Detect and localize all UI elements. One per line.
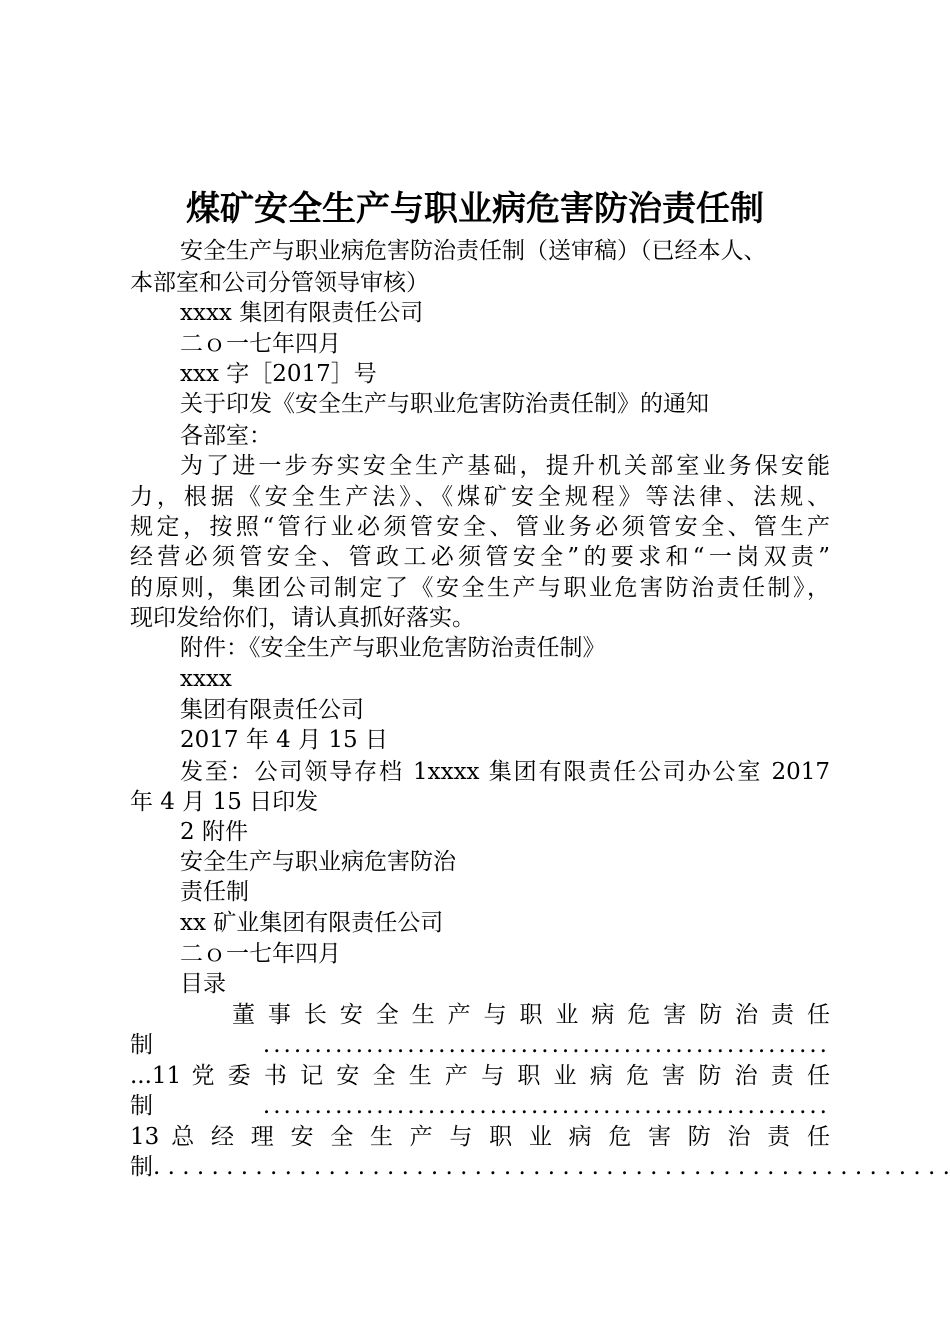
toc-entry: 董 事 长 安 全 生 产 与 职 业 病 危 害 防 治 责 任: [232, 1002, 830, 1028]
intro-line-1: 安全生产与职业病危害防治责任制（送审稿）（已经本人、: [180, 238, 767, 264]
body-line: 的原则，集团公司制定了《安全生产与职业危害防治责任制》，: [130, 575, 830, 601]
attachment-line: 附件：《安全生产与职业危害防治责任制》: [180, 635, 606, 661]
toc-entry: ...11 党 委 书 记 安 全 生 产 与 职 业 病 危 害 防 治 责 任: [130, 1063, 830, 1089]
toc-entry: 13 总 经 理 安 全 生 产 与 职 业 病 危 害 防 治 责 任: [130, 1124, 830, 1150]
company-name: xxxx 集团有限责任公司: [180, 300, 424, 326]
toc-leader: 制.......................................................: [130, 1093, 830, 1119]
toc-leader: 制.......................................................: [130, 1032, 830, 1058]
attachment-date: 二ｏ一七年四月: [180, 941, 341, 967]
signature-line: xxxx: [180, 666, 232, 692]
signature-date: 2017 年 4 月 15 日: [180, 727, 388, 753]
body-line: 为了进一步夯实安全生产基础，提升机关部室业务保安能: [180, 453, 830, 479]
salutation: 各部室：: [180, 423, 272, 449]
distribution-line: 年 4 月 15 日印发: [130, 789, 319, 815]
body-line: 力，根据《安全生产法》、《煤矿安全规程》等法律、法规、: [130, 484, 830, 510]
attachment-heading: 2 附件: [180, 819, 248, 845]
attachment-title: 责任制: [180, 879, 249, 905]
body-line: 规定，按照“管行业必须管安全、管业务必须管安全、管生产: [130, 514, 830, 540]
attachment-company: xx 矿业集团有限责任公司: [180, 910, 444, 936]
document-title: 煤矿安全生产与职业病危害防治责任制: [186, 189, 764, 229]
signature-company: 集团有限责任公司: [180, 697, 364, 723]
notice-title: 关于印发《安全生产与职业危害防治责任制》的通知: [180, 391, 709, 417]
document-number: xxx 字［2017］号: [180, 361, 377, 387]
distribution-line: 发至：公司领导存档 1xxxx 集团有限责任公司办公室 2017: [180, 759, 830, 785]
attachment-title: 安全生产与职业病危害防治: [180, 849, 456, 875]
toc-heading: 目录: [180, 971, 226, 997]
body-line: 现印发给你们，请认真抓好落实。: [130, 605, 475, 631]
date-line: 二ｏ一七年四月: [180, 331, 341, 357]
body-line: 经营必须管安全、管政工必须管安全”的要求和“一岗双责”: [130, 544, 830, 570]
toc-leader: 制. . . . . . . . . . . . . . . . . . . . . . . . . . . . . . . . . . . . . . . . . . . . . . . . . . . . . . .: [130, 1154, 950, 1180]
intro-line-2: 本部室和公司分管领导审核）: [130, 270, 429, 296]
